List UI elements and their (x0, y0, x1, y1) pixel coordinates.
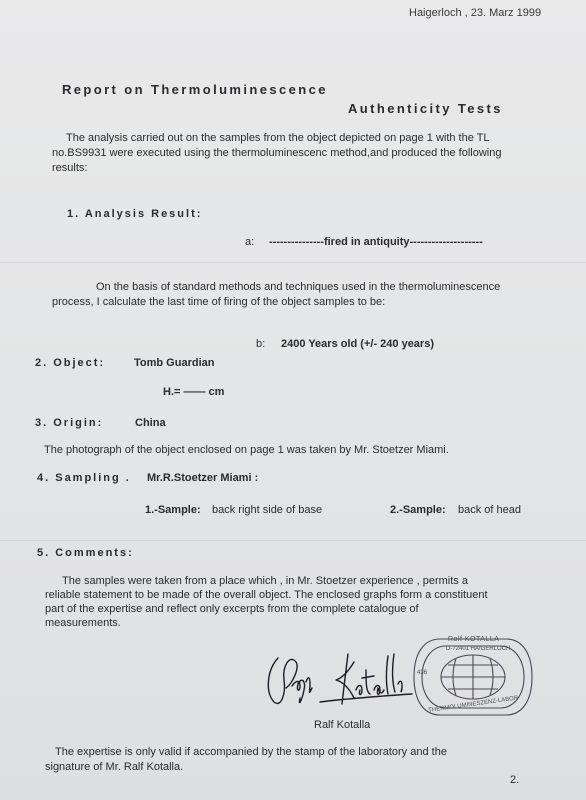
object-height: H.= —— cm (163, 386, 225, 398)
analysis-para-line-2: process, I calculate the last time of firing of the object samples to be: (52, 296, 386, 308)
sample-1-value: back right side of base (212, 504, 323, 516)
stamp-side-number: 436 (417, 670, 428, 676)
origin-heading: 3. Origin: (35, 417, 104, 429)
footer-line-2: signature of Mr. Ralf Kotalla. (45, 761, 184, 773)
comments-line-4: measurements. (45, 617, 121, 629)
object-heading: 2. Object: (35, 357, 106, 369)
signatory-name: Ralf Kotalla (314, 719, 371, 731)
analysis-a-value: ---------------fired in antiquity-------------------- (269, 236, 483, 248)
stamp-bottom-text: THERMOLUMINESZENZ-LABOR (428, 695, 519, 714)
analysis-heading: 1. Analysis Result: (67, 208, 203, 220)
page-number: 2. (510, 774, 520, 786)
sample-2-label: 2.-Sample: (390, 504, 446, 516)
footer-line-1: The expertise is only valid if accompanied by the stamp of the laboratory and the (55, 746, 447, 758)
sample-1-label: 1.-Sample: (145, 504, 201, 516)
object-value: Tomb Guardian (134, 357, 215, 369)
handwritten-signature (262, 636, 432, 714)
comments-line-1: The samples were taken from a place which , in Mr. Stoetzer experience , permits a (62, 575, 468, 587)
comments-line-3: part of the expertise and reflect only excerpts from the complete catalogue of (45, 603, 419, 615)
intro-line-2: no.BS9931 were executed using the thermoluminescenc method,and produced the following (52, 147, 502, 159)
title-line-1: Report on Thermoluminescence (62, 82, 328, 97)
analysis-a-label: a: (245, 236, 255, 248)
analysis-b-value: 2400 Years old (+/- 240 years) (281, 338, 434, 350)
analysis-para-line-1: On the basis of standard methods and techniques used in the thermoluminescence (96, 281, 501, 293)
place-date: Haigerloch , 23. Marz 1999 (409, 7, 542, 19)
comments-line-2: reliable statement to be made of the overall object. The enclosed graphs form a constituent (45, 589, 488, 601)
origin-note: The photograph of the object enclosed on page 1 was taken by Mr. Stoetzer Miami. (44, 444, 449, 456)
sampling-by: Mr.R.Stoetzer Miami : (147, 472, 259, 484)
comments-heading: 5. Comments: (37, 547, 134, 559)
intro-line-3: results: (52, 162, 88, 174)
intro-line-1: The analysis carried out on the samples from the object depicted on page 1 with the TL (66, 132, 490, 144)
origin-value: China (135, 417, 166, 429)
stamp-top-text: Rolf KOTALLA (448, 636, 500, 643)
sampling-heading: 4. Sampling . (37, 472, 131, 484)
paper-fold (0, 262, 586, 263)
paper-fold (0, 540, 586, 541)
analysis-b-label: b: (256, 338, 266, 350)
sample-2-value: back of head (458, 504, 521, 516)
title-line-2: Authenticity Tests (348, 101, 503, 116)
stamp-mid-text: D-72401 HAIGERLOCH (446, 646, 511, 652)
